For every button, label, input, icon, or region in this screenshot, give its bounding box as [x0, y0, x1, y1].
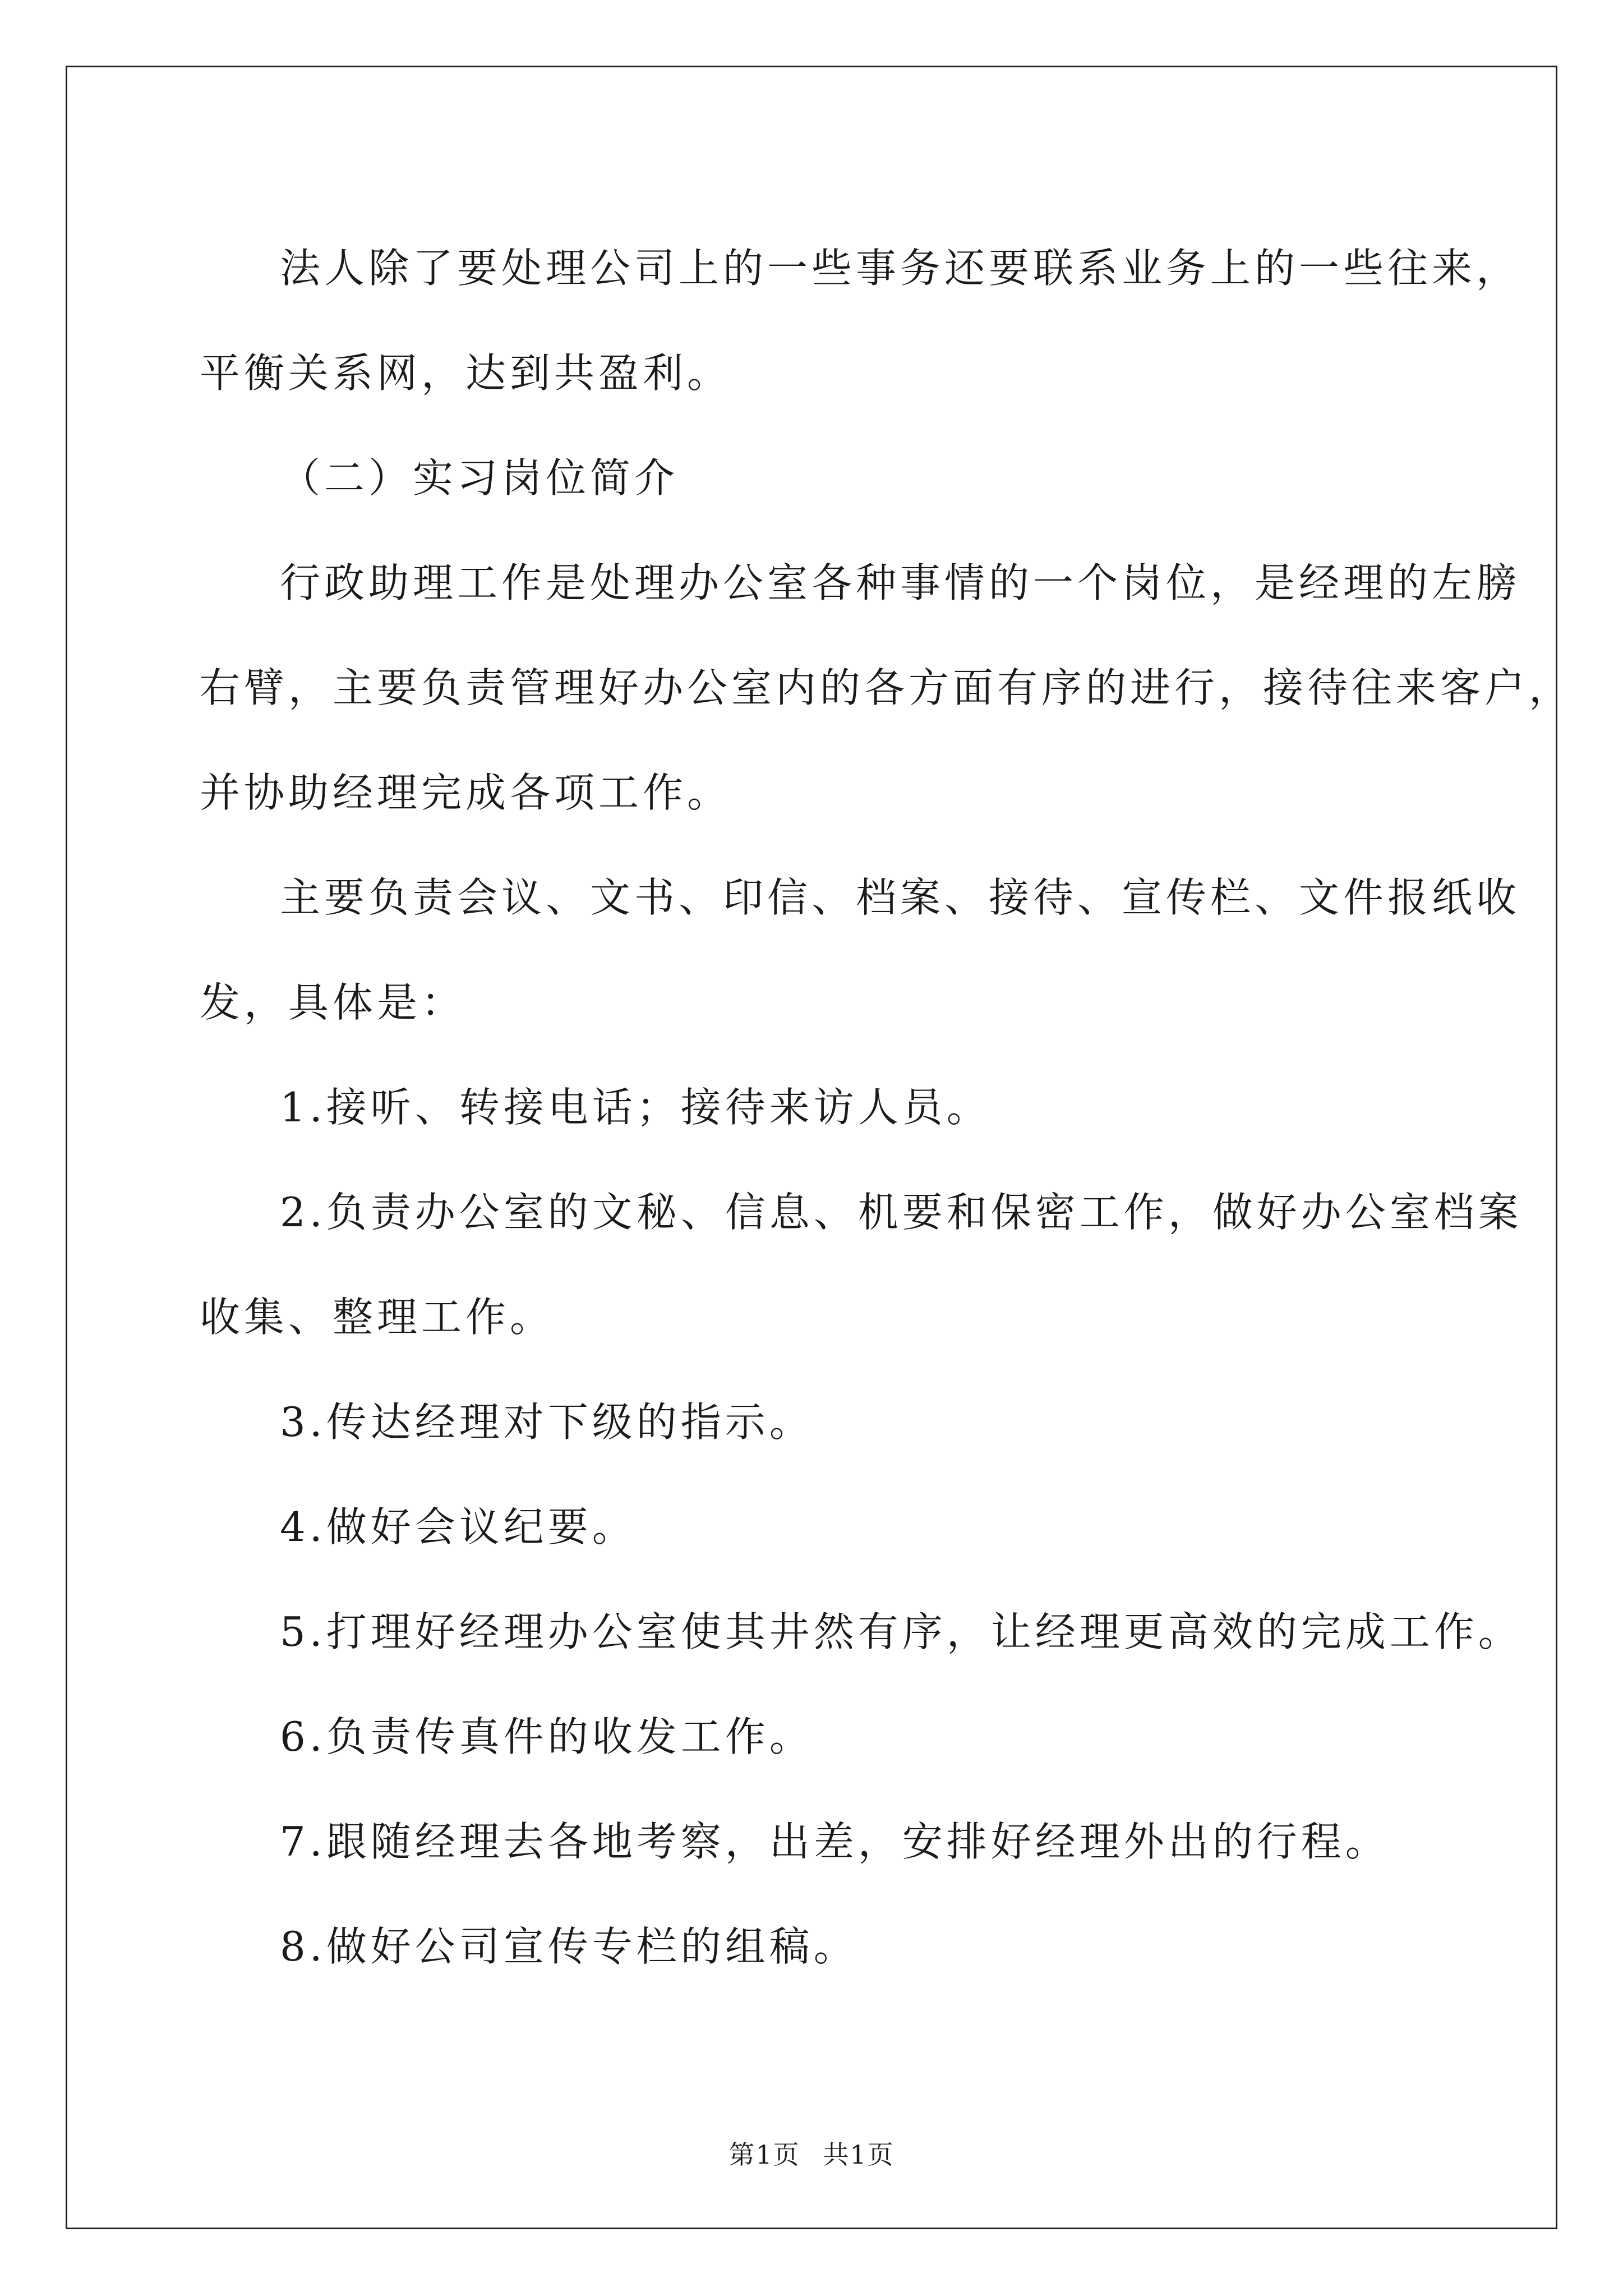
- page-total: 共1页: [823, 2139, 895, 2170]
- document-body: [200, 216, 1574, 1999]
- list-item-8: 8.做好公司宣传专栏的组稿。: [280, 1923, 858, 1970]
- list-item-2-cont: 收集、整理工作。: [200, 1294, 555, 1341]
- text-line-1: 法人除了要处理公司上的一些事务还要联系业务上的一些往来，: [280, 245, 1521, 292]
- list-item-2: 2.负责办公室的文秘、信息、机要和保密工作，做好办公室档案: [280, 1189, 1523, 1236]
- text-line-8: 发，具体是：: [200, 979, 466, 1026]
- text-line-7: 主要负责会议、文书、印信、档案、接待、宣传栏、文件报纸收: [280, 874, 1521, 921]
- section-heading: （二）实习岗位简介: [280, 454, 679, 501]
- text-line-4: 行政助理工作是处理办公室各种事情的一个岗位，是经理的左膀: [280, 559, 1521, 606]
- list-item-7: 7.跟随经理去各地考察，出差，安排好经理外出的行程。: [280, 1818, 1390, 1865]
- list-item-4: 4.做好会议纪要。: [280, 1503, 637, 1550]
- page-footer: [0, 2134, 1623, 2171]
- list-item-5: 5.打理好经理办公室使其井然有序，让经理更高效的完成工作。: [280, 1608, 1523, 1655]
- list-item-1: 1.接听、转接电话；接待来访人员。: [280, 1084, 991, 1131]
- list-item-6: 6.负责传真件的收发工作。: [280, 1713, 814, 1760]
- text-line-5: 右臂，主要负责管理好办公室内的各方面有序的进行，接待往来客户，: [200, 664, 1574, 711]
- list-item-3: 3.传达经理对下级的指示。: [280, 1398, 814, 1446]
- page-number: 第1页: [728, 2139, 800, 2170]
- text-line-2: 平衡关系网，达到共盈利。: [200, 349, 732, 397]
- text-line-6: 并协助经理完成各项工作。: [200, 769, 732, 816]
